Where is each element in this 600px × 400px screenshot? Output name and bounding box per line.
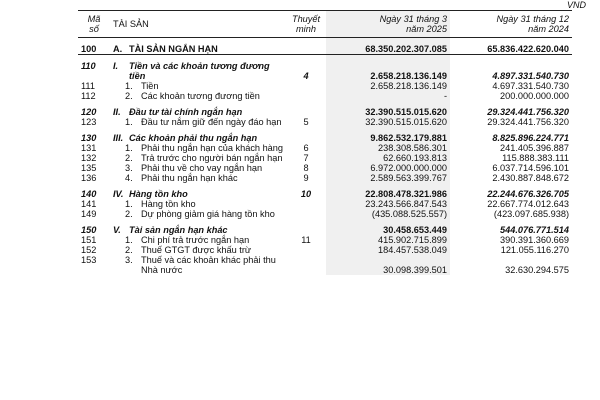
table-row: 151 1. Chi phí trả trước ngắn hạn 11 415.902.715.899 390.391.360.669 bbox=[81, 235, 569, 245]
table-row: 120 II. Đầu tư tài chính ngắn hạn 32.390.515.015.620 29.324.441.756.320 bbox=[81, 107, 569, 117]
table-row: 131 1. Phải thu ngắn hạn của khách hàng 6 238.308.586.301 241.405.396.887 bbox=[81, 143, 569, 153]
table-row: 136 4. Phải thu ngắn hạn khác 9 2.589.563.399.767 2.430.887.848.672 bbox=[81, 173, 569, 183]
header-note: Thuyết minh bbox=[286, 11, 326, 38]
header-asset: TÀI SẢN bbox=[110, 11, 286, 38]
header-current-period: Ngày 31 tháng 3 năm 2025 bbox=[326, 11, 450, 38]
table-row: 110 I. Tiền và các khoản tương đương tiền 4 2.658.218.136.149 4.897.331.540.730 bbox=[81, 61, 569, 81]
currency-label: VND bbox=[566, 0, 586, 10]
table-row: 153 3. Thuế và các khoản khác phải thu Nhà nước 30.098.399.501 32.630.294.575 bbox=[81, 255, 569, 275]
table-row: 141 1. Hàng tồn kho 23.243.566.847.543 22.667.774.012.643 bbox=[81, 199, 569, 209]
header-code: Mã số bbox=[78, 11, 110, 38]
header-prior-period: Ngày 31 tháng 12 năm 2024 bbox=[450, 11, 572, 38]
table-row: 100 A. TÀI SẢN NGẮN HẠN 68.350.202.307.085 65.836.422.620.040 bbox=[78, 44, 572, 55]
table-row: 111 1. Tiền 2.658.218.136.149 4.697.331.540.730 bbox=[81, 81, 569, 91]
table-row: 152 2. Thuế GTGT được khấu trừ 184.457.538.049 121.055.116.270 bbox=[81, 245, 569, 255]
table-row: 135 3. Phải thu về cho vay ngắn hạn 8 6.972.000.000.000 6.037.714.596.101 bbox=[81, 163, 569, 173]
table-row: 130 III. Các khoản phải thu ngắn hạn 9.862.532.179.881 8.825.896.224.771 bbox=[81, 133, 569, 143]
table-row: 123 1. Đầu tư nắm giữ đến ngày đáo hạn 5 32.390.515.015.620 29.324.441.756.320 bbox=[81, 117, 569, 127]
table-header-row bbox=[78, 11, 572, 38]
table-row: 140 IV. Hàng tồn kho 10 22.808.478.321.986 22.244.676.326.705 bbox=[81, 189, 569, 199]
table-row: 150 V. Tài sản ngắn hạn khác 30.458.653.449 544.076.771.514 bbox=[81, 225, 569, 235]
table-row: 112 2. Các khoản tương đương tiền - 200.000.000.000 bbox=[81, 91, 569, 101]
table-row: 132 2. Trả trước cho người bán ngắn hạn 7 62.660.193.813 115.888.383.111 bbox=[81, 153, 569, 163]
table-row: 149 2. Dự phòng giảm giá hàng tồn kho (435.088.525.557) (423.097.685.938) bbox=[81, 209, 569, 219]
balance-sheet-table bbox=[78, 10, 572, 275]
